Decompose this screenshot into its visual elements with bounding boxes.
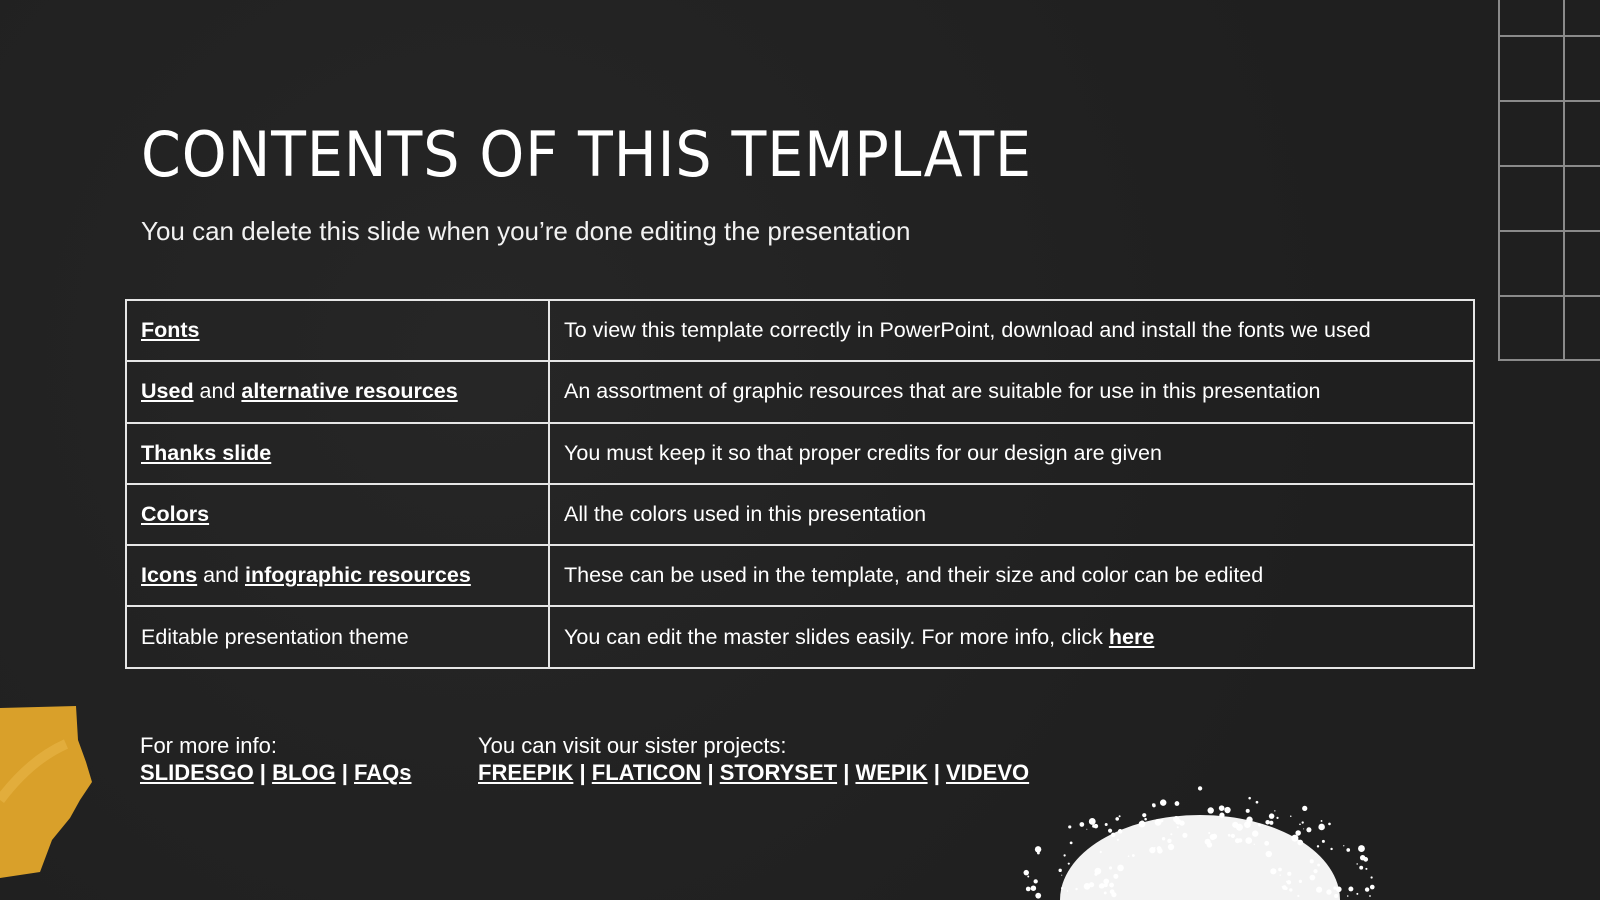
storyset-link[interactable]: STORYSET xyxy=(719,760,838,785)
topic-link[interactable]: Used xyxy=(141,379,194,404)
separator: | xyxy=(573,760,592,785)
yellow-paper-shape xyxy=(0,700,100,880)
row-description xyxy=(549,545,1474,606)
topic-text: Editable presentation theme xyxy=(141,624,409,649)
table-row xyxy=(126,423,1474,484)
separator: | xyxy=(335,760,355,785)
more-info-label: For more info: xyxy=(140,733,277,758)
description-text: All the colors used in this presentation xyxy=(564,502,927,527)
description-text: To view this template correctly in PowerPoint, download and install the fonts we used xyxy=(564,318,1371,343)
row-topic xyxy=(126,300,549,361)
more-info-links xyxy=(140,759,412,786)
description-text: You can edit the master slides easily. For more info, click xyxy=(564,624,1109,649)
topic-link[interactable]: Thanks slide xyxy=(141,440,272,465)
sister-projects-label: You can visit our sister projects: xyxy=(478,733,787,758)
white-paint-splatter xyxy=(1020,780,1380,900)
row-topic xyxy=(126,606,549,667)
topic-link[interactable]: alternative resources xyxy=(241,379,458,404)
row-topic xyxy=(126,484,549,545)
page-title: CONTENTS OF THIS TEMPLATE xyxy=(141,118,1032,191)
sister-projects-links xyxy=(478,759,1029,786)
sister-projects-section xyxy=(478,732,1029,786)
row-description xyxy=(549,484,1474,545)
page-subtitle: You can delete this slide when you’re done editing the presentation xyxy=(141,216,911,246)
topic-link[interactable]: Icons xyxy=(141,563,198,588)
more-info-section xyxy=(140,732,412,786)
freepik-link[interactable]: FREEPIK xyxy=(478,760,574,785)
here-link[interactable]: here xyxy=(1108,624,1155,649)
separator: | xyxy=(253,760,273,785)
description-text: You must keep it so that proper credits for our design are given xyxy=(564,440,1162,465)
videvo-link[interactable]: VIDEVO xyxy=(945,760,1030,785)
row-description xyxy=(549,423,1474,484)
description-text: These can be used in the template, and their size and color can be edited xyxy=(564,563,1264,588)
decorative-grid xyxy=(1498,0,1600,361)
table-row xyxy=(126,606,1474,667)
topic-link[interactable]: infographic resources xyxy=(244,563,471,588)
topic-text: and xyxy=(193,379,242,404)
row-topic xyxy=(126,423,549,484)
faqs-link[interactable]: FAQs xyxy=(354,760,412,785)
row-description xyxy=(549,300,1474,361)
row-topic xyxy=(126,545,549,606)
table-row xyxy=(126,300,1474,361)
wepik-link[interactable]: WEPIK xyxy=(855,760,928,785)
separator: | xyxy=(927,760,946,785)
separator: | xyxy=(701,760,720,785)
row-description xyxy=(549,361,1474,422)
topic-text: and xyxy=(197,563,245,588)
topic-link[interactable]: Fonts xyxy=(141,318,200,343)
table-row xyxy=(126,484,1474,545)
topic-link[interactable]: Colors xyxy=(141,502,210,527)
separator: | xyxy=(837,760,856,785)
table-row xyxy=(126,361,1474,422)
description-text: An assortment of graphic resources that are suitable for use in this presentation xyxy=(564,379,1321,404)
row-description xyxy=(549,606,1474,667)
table-row xyxy=(126,545,1474,606)
blog-link[interactable]: BLOG xyxy=(272,760,336,785)
slidesgo-link[interactable]: SLIDESGO xyxy=(140,760,254,785)
row-topic xyxy=(126,361,549,422)
flaticon-link[interactable]: FLATICON xyxy=(591,760,702,785)
contents-table xyxy=(125,299,1475,669)
